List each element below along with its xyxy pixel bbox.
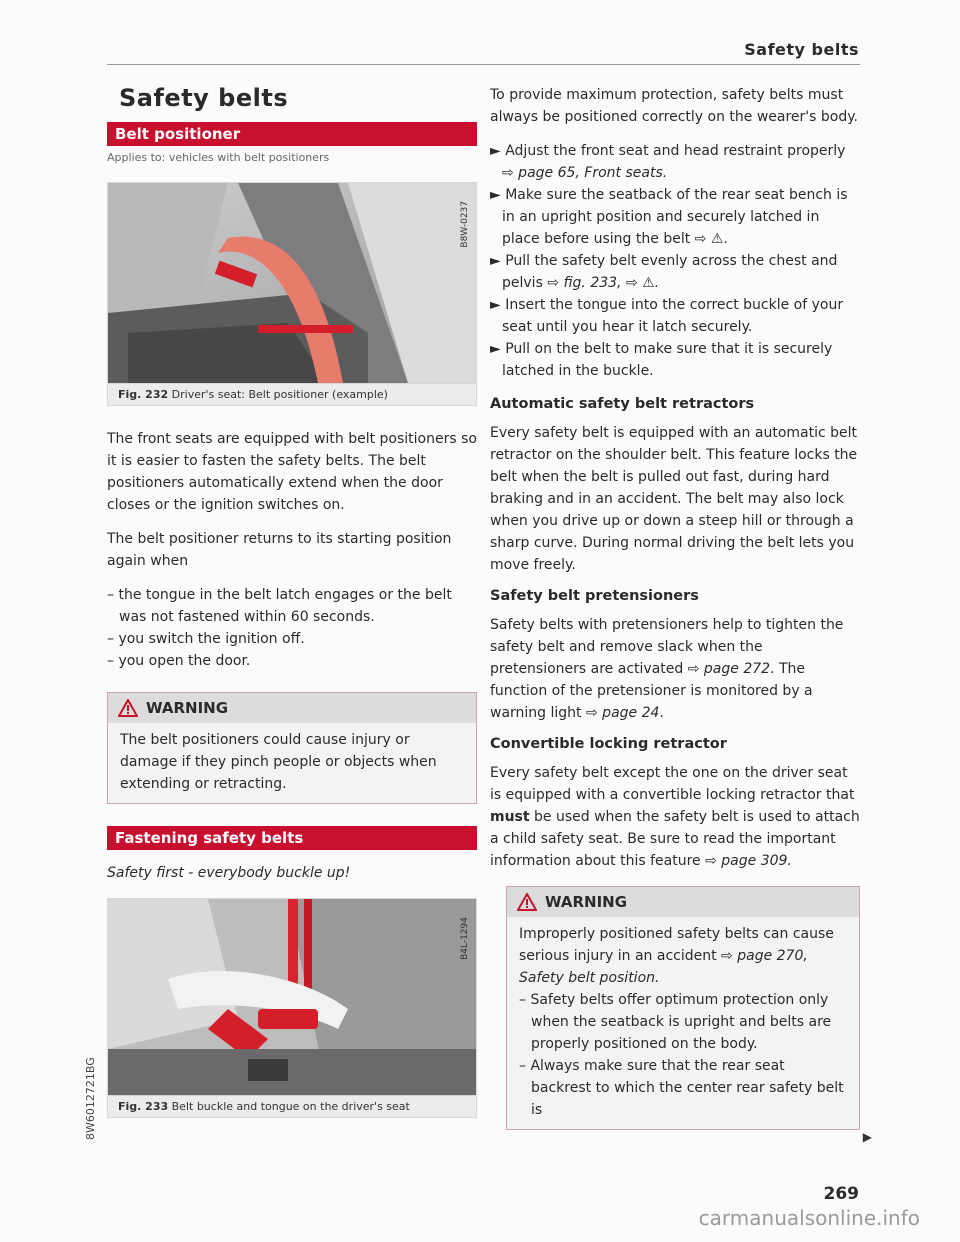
side-document-code: 8W6012721BG [84, 1057, 97, 1140]
step-item: ► Make sure the seatback of the rear seat bench is in an upright position and securely latched in place before using the belt ⇨ ⚠. [490, 187, 848, 247]
list-item: – you open the door. [107, 653, 251, 669]
list-item: – you switch the ignition off. [107, 631, 305, 647]
warning-header: WARNING [108, 693, 476, 723]
page-title: Safety belts [119, 84, 289, 112]
figure-232 [107, 182, 477, 406]
applies-note: Applies to: vehicles with belt positioners [107, 151, 330, 164]
paragraph: Safety belts with pretensioners help to tighten the safety belt and remove slack when the pretensioners are activated ⇨ page 272. The function of the pretensioner is monitored by a warning light ⇨ page 24. [490, 617, 844, 721]
list-item: – Always make sure that the rear seat backrest to which the center rear safety belt is [519, 1058, 844, 1118]
step-item: ► Pull on the belt to make sure that it is securely latched in the buckle. [490, 341, 833, 379]
warning-triangle-icon [517, 893, 537, 911]
step-item: ► Pull the safety belt evenly across the chest and pelvis ⇨ fig. 233, ⇨ ⚠. [490, 253, 838, 291]
figure-caption: Fig. 233 Belt buckle and tongue on the driver's seat [108, 1095, 476, 1117]
warning-box [107, 692, 477, 804]
figure-caption: Fig. 232 Driver's seat: Belt positioner (example) [108, 383, 476, 405]
paragraph: The belt positioner returns to its starting position again when [107, 531, 452, 569]
step-item: ► Adjust the front seat and head restraint properly ⇨ page 65, Front seats. [490, 143, 846, 181]
paragraph: Every safety belt except the one on the driver seat is equipped with a convertible locking retractor that must be used when the safety belt is used to attach a child safety seat. Be sure to read the important information about this feature ⇨ page 309. [490, 765, 860, 869]
warning-text: The belt positioners could cause injury or damage if they pinch people or objects when extending or retracting. [120, 732, 437, 792]
warning-text: Improperly positioned safety belts can cause serious injury in an accident ⇨ page 270, Safety belt position. – Safety belts offer optimum protection only when the seatback is upright and belts are properly positioned on the body. – Always make sure that the rear seat backrest to which the center rear safety belt is [507, 917, 859, 1129]
figure-233 [107, 898, 477, 1118]
heading-automatic-retractors: Automatic safety belt retractors [490, 396, 755, 412]
right-column [490, 84, 860, 1130]
heading-convertible-retractor: Convertible locking retractor [490, 736, 727, 752]
figure-code: B8W-0237 [460, 201, 470, 248]
list-item: – Safety belts offer optimum protection only when the seatback is upright and belts are properly positioned on the body. [519, 992, 832, 1052]
section-heading-fastening: Fastening safety belts [107, 826, 477, 850]
paragraph: The front seats are equipped with belt positioners so it is easier to fasten the safety belts. The belt positioners automatically extend when the door closes or the ignition switches on. [107, 431, 477, 513]
warning-triangle-icon [118, 699, 138, 717]
running-header: Safety belts [744, 40, 859, 59]
page-number: 269 [823, 1184, 859, 1204]
intro-paragraph: To provide maximum protection, safety belts must always be positioned correctly on the wearer's body. [490, 87, 858, 125]
figure-code: B4L-1294 [460, 917, 470, 960]
warning-header: WARNING [507, 887, 859, 917]
step-item: ► Insert the tongue into the correct buckle of your seat until you hear it latch securely. [490, 297, 844, 335]
belt-positioner-image [108, 183, 476, 383]
continue-arrow-icon: ▶ [862, 1130, 872, 1144]
list-item: – the tongue in the belt latch engages or the belt was not fastened within 60 seconds. [107, 587, 452, 625]
warning-box [506, 886, 860, 1130]
heading-pretensioners: Safety belt pretensioners [490, 588, 699, 604]
header-rule [107, 64, 860, 65]
section-heading-belt-positioner: Belt positioner [107, 122, 477, 146]
belt-buckle-image [108, 899, 476, 1095]
left-column [107, 84, 477, 1118]
paragraph: Every safety belt is equipped with an automatic belt retractor on the shoulder belt. This feature locks the belt when the belt is pulled out fast, during hard braking and in an accident. The belt may also lock when you drive up or down a steep hill or through a sharp curve. During normal driving the belt lets you move freely. [490, 425, 858, 573]
subtitle: Safety first - everybody buckle up! [107, 865, 351, 881]
watermark: carmanualsonline.info [698, 1206, 920, 1230]
